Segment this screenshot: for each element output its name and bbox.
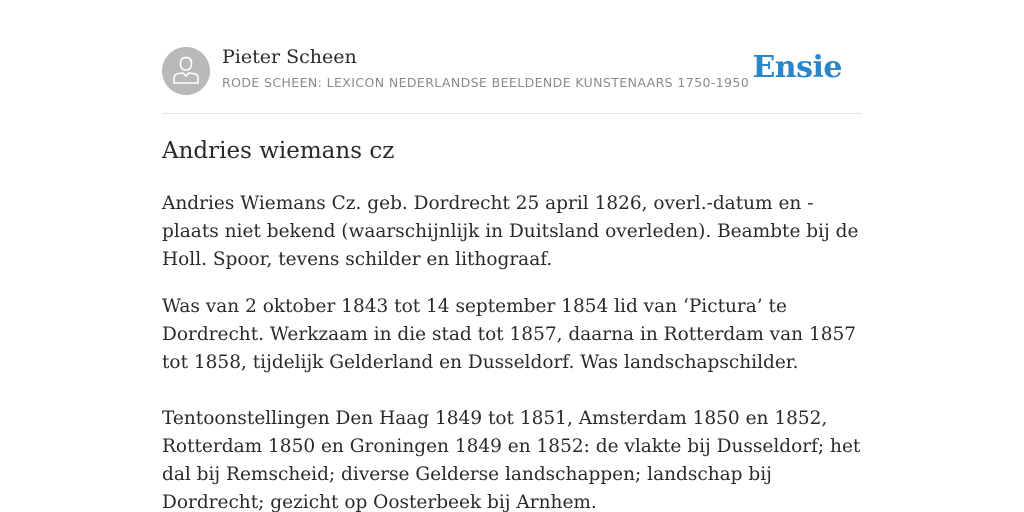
article-header xyxy=(162,46,862,96)
article-title: Andries wiemans cz xyxy=(162,138,395,164)
paragraph: Was van 2 oktober 1843 tot 14 september 1854 lid van ‘Pictura’ te Dordrecht. Werkzaam in die stad tot 1857, daarna in Rotterdam van 1857 tot 1858, tijdelijk Gelderland en Dusseldorf. Was landschapschilder. xyxy=(162,296,857,373)
source-label[interactable]: RODE SCHEEN: LEXICON NEDERLANDSE BEELDENDE KUNSTENAARS 1750-1950 xyxy=(222,75,750,90)
author-name[interactable]: Pieter Scheen xyxy=(222,46,357,68)
user-avatar-icon[interactable] xyxy=(162,47,210,95)
paragraph: Andries Wiemans Cz. geb. Dordrecht 25 april 1826, overl.-datum en -plaats niet bekend (waarschijnlijk in Duitsland overleden). Beambte bij de Holl. Spoor, tevens schilder en lithograaf. xyxy=(162,193,859,270)
paragraph: Tentoonstellingen Den Haag 1849 tot 1851, Amsterdam 1850 en 1852, Rotterdam 1850 en Groningen 1849 en 1852: de vlakte bij Dusseldorf; het dal bij Remscheid; diverse Gelderse landschappen; landschap bij Dordrecht; gezicht op Oosterbeek bij Arnhem. xyxy=(162,408,861,512)
article-body xyxy=(162,190,862,512)
header-divider xyxy=(162,113,862,114)
ensie-logo[interactable]: Ensie xyxy=(752,50,842,85)
